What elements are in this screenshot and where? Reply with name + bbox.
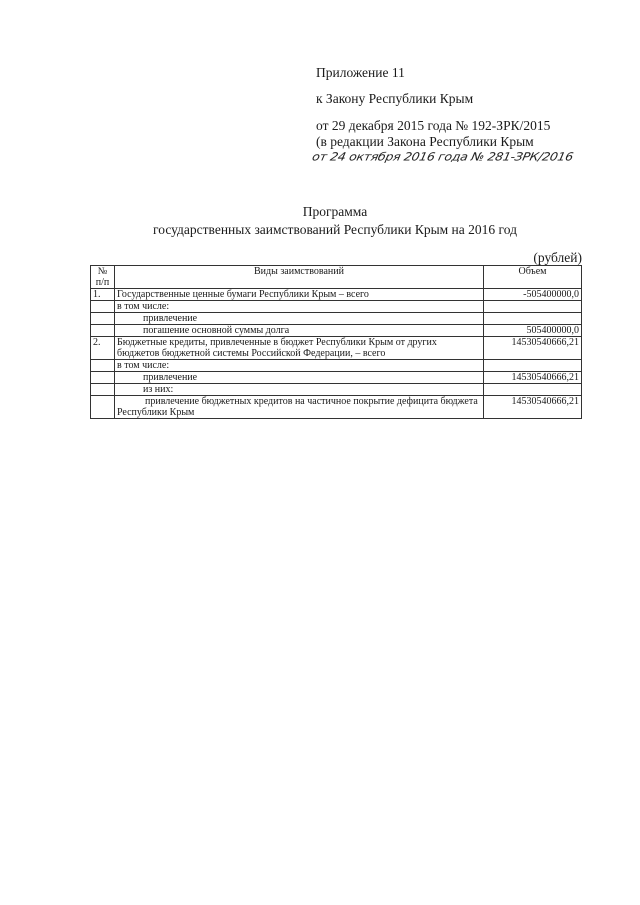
table-row [91, 289, 582, 301]
row-number [91, 325, 115, 337]
table-row [91, 301, 582, 313]
title-line-1: Программа [302, 204, 368, 219]
row-text: привлечение [115, 372, 484, 384]
table-row [91, 396, 582, 419]
column-header-type: Виды заимствований [115, 266, 484, 289]
row-number: 2. [91, 337, 115, 360]
row-value: 505400000,0 [484, 325, 582, 337]
document-title [90, 203, 580, 239]
title-line-2: государственных заимствований Республики Крым на 2016 год [153, 222, 517, 237]
row-number [91, 301, 115, 313]
row-value: 14530540666,21 [484, 337, 582, 360]
appendix-header [310, 64, 616, 167]
table-row [91, 325, 582, 337]
row-value [484, 384, 582, 396]
appendix-number: Приложение 11 [316, 65, 405, 80]
row-number [91, 396, 115, 419]
law-date-number: от 29 декабря 2015 года № 192-ЗРК/2015 [316, 118, 551, 133]
row-text: привлечение бюджетных кредитов на частичное покрытие дефицита бюджета Республики Крым [115, 396, 484, 419]
row-text: Государственные ценные бумаги Республики Крым – всего [115, 289, 484, 301]
table-row [91, 313, 582, 325]
handwritten-amendment-date: от 24 октября 2016 года № 281-ЗРК/2016 [310, 149, 575, 164]
column-header-number: № п/п [91, 266, 115, 289]
law-reference: к Закону Республики Крым [316, 91, 474, 106]
row-value: 14530540666,21 [484, 372, 582, 384]
table-row [91, 360, 582, 372]
table-row [91, 337, 582, 360]
table-row [91, 384, 582, 396]
row-value: 14530540666,21 [484, 396, 582, 419]
column-header-value: Объем [484, 266, 582, 289]
row-text: из них: [115, 384, 484, 396]
row-text: в том числе: [115, 360, 484, 372]
row-text: Бюджетные кредиты, привлеченные в бюджет Республики Крым от других бюджетов бюджетной системы Российской Федерации, – всего [115, 337, 484, 360]
row-text: погашение основной суммы долга [115, 325, 484, 337]
table-row [91, 372, 582, 384]
row-value [484, 360, 582, 372]
borrowing-table [90, 265, 582, 419]
row-value [484, 301, 582, 313]
row-number [91, 360, 115, 372]
row-value [484, 313, 582, 325]
row-text: привлечение [115, 313, 484, 325]
row-number [91, 384, 115, 396]
unit-label: (рублей) [533, 250, 582, 265]
amendment-reference: (в редакции Закона Республики Крым [316, 134, 534, 149]
row-value: -505400000,0 [484, 289, 582, 301]
row-number [91, 313, 115, 325]
row-number [91, 372, 115, 384]
row-text: в том числе: [115, 301, 484, 313]
row-number: 1. [91, 289, 115, 301]
table-header-row [91, 266, 582, 289]
